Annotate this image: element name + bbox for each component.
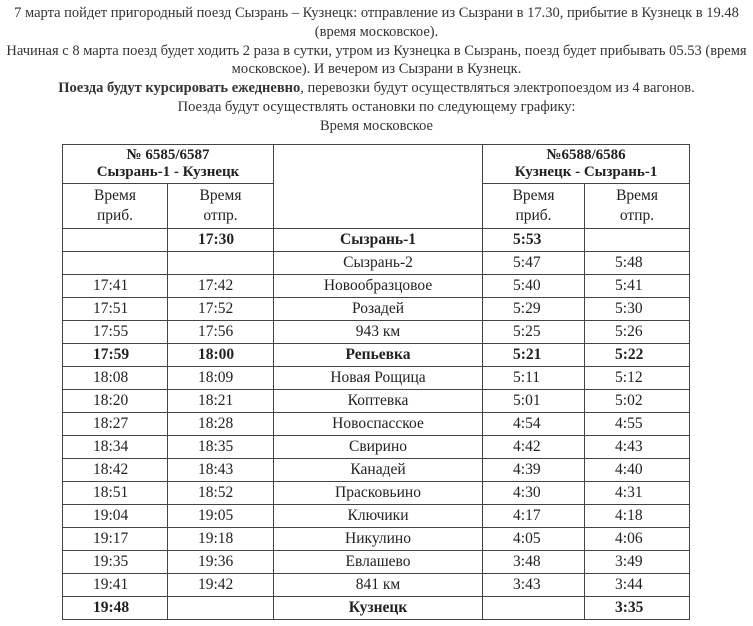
right-arrival-cell: 3:48 <box>483 551 585 574</box>
left-departure-cell: 18:00 <box>168 344 274 367</box>
schedule-row <box>63 528 690 551</box>
station-name-cell: Прасковьино <box>274 482 483 505</box>
train-header-row <box>63 145 690 184</box>
left-arrival-cell: 18:42 <box>63 459 168 482</box>
left-arrival-cell <box>63 229 168 252</box>
schedule-row <box>63 597 690 620</box>
dep-label-line2: отпр. <box>619 207 655 224</box>
right-arrival-cell: 4:30 <box>483 482 585 505</box>
right-arrival-cell: 5:01 <box>483 390 585 413</box>
left-departure-cell: 19:42 <box>168 574 274 597</box>
left-arrival-cell: 19:04 <box>63 505 168 528</box>
right-departure-cell: 5:41 <box>585 275 690 298</box>
right-departure-cell: 5:22 <box>585 344 690 367</box>
right-arrival-cell <box>483 597 585 620</box>
station-name-cell: Новая Рощица <box>274 367 483 390</box>
left-arrival-cell: 19:48 <box>63 597 168 620</box>
left-departure-cell: 18:52 <box>168 482 274 505</box>
right-departure-cell <box>585 229 690 252</box>
right-departure-cell: 4:31 <box>585 482 690 505</box>
arr-label-line2: приб. <box>515 207 552 224</box>
schedule-row <box>63 321 690 344</box>
schedule-row <box>63 390 690 413</box>
schedule-row <box>63 505 690 528</box>
right-arrival-cell: 4:42 <box>483 436 585 459</box>
right-arrival-cell: 5:40 <box>483 275 585 298</box>
station-name-cell: Ключики <box>274 505 483 528</box>
left-arrival-cell <box>63 252 168 275</box>
left-arrival-cell: 17:59 <box>63 344 168 367</box>
right-departure-cell: 4:18 <box>585 505 690 528</box>
right-departure-cell: 4:55 <box>585 413 690 436</box>
right-arrival-cell: 4:39 <box>483 459 585 482</box>
left-train-header <box>63 145 274 184</box>
left-arrival-cell: 17:51 <box>63 298 168 321</box>
left-departure-header <box>168 184 274 229</box>
station-header <box>274 145 483 229</box>
station-name-cell: 943 км <box>274 321 483 344</box>
right-train-header <box>483 145 690 184</box>
dep-label-line2: отпр. <box>203 207 238 224</box>
station-name-cell: Репьевка <box>274 344 483 367</box>
right-train-route: Кузнецк - Сызрань-1 <box>514 164 658 180</box>
station-name-cell: Канадей <box>274 459 483 482</box>
station-name-cell: Новообразцовое <box>274 275 483 298</box>
station-name-cell: Сызрань-1 <box>274 229 483 252</box>
arr-label-line1: Время <box>94 187 136 204</box>
right-arrival-cell: 4:17 <box>483 505 585 528</box>
station-name-cell: 841 км <box>274 574 483 597</box>
schedule-row <box>63 459 690 482</box>
right-departure-cell: 3:44 <box>585 574 690 597</box>
right-arrival-cell: 5:21 <box>483 344 585 367</box>
right-departure-cell: 3:49 <box>585 551 690 574</box>
left-arrival-cell: 19:41 <box>63 574 168 597</box>
right-arrival-cell: 4:05 <box>483 528 585 551</box>
schedule-row <box>63 298 690 321</box>
intro-paragraph-1: 7 марта пойдет пригородный поезд Сызрань – Кузнецк: отправление из Сызрани в 17.30, прибытие в Кузнецк в 19.48 (время московское). <box>14 5 739 40</box>
left-departure-cell: 18:35 <box>168 436 274 459</box>
arr-label-line1: Время <box>512 187 555 204</box>
schedule-row <box>63 413 690 436</box>
right-arrival-header <box>483 184 585 229</box>
left-departure-cell: 18:21 <box>168 390 274 413</box>
left-departure-cell <box>168 597 274 620</box>
right-departure-cell: 5:48 <box>585 252 690 275</box>
left-arrival-cell: 18:20 <box>63 390 168 413</box>
left-train-route: Сызрань-1 - Кузнецк <box>96 164 240 180</box>
station-name-cell: Сызрань-2 <box>274 252 483 275</box>
right-departure-cell: 5:02 <box>585 390 690 413</box>
station-name-cell: Свирино <box>274 436 483 459</box>
left-departure-cell: 17:30 <box>168 229 274 252</box>
right-arrival-cell: 5:47 <box>483 252 585 275</box>
left-departure-cell: 17:56 <box>168 321 274 344</box>
arr-label-line2: приб. <box>96 207 134 224</box>
right-departure-cell: 5:26 <box>585 321 690 344</box>
dep-label-line1: Время <box>616 187 658 204</box>
right-arrival-cell: 5:25 <box>483 321 585 344</box>
intro-paragraph-4: Поезда будут осуществлять остановки по следующему графику: <box>177 98 576 115</box>
station-name-cell: Кузнецк <box>274 597 483 620</box>
right-departure-cell: 4:06 <box>585 528 690 551</box>
left-arrival-cell: 17:55 <box>63 321 168 344</box>
schedule-row <box>63 229 690 252</box>
station-name-cell: Никулино <box>274 528 483 551</box>
left-departure-cell <box>168 252 274 275</box>
right-arrival-cell: 5:29 <box>483 298 585 321</box>
left-departure-cell: 19:36 <box>168 551 274 574</box>
left-train-number: № 6585/6587 <box>126 147 210 163</box>
left-arrival-cell: 18:34 <box>63 436 168 459</box>
right-departure-cell: 5:30 <box>585 298 690 321</box>
left-arrival-cell: 18:27 <box>63 413 168 436</box>
station-name-cell: Новоспасское <box>274 413 483 436</box>
left-departure-cell: 18:09 <box>168 367 274 390</box>
left-arrival-cell: 19:17 <box>63 528 168 551</box>
left-arrival-cell: 17:41 <box>63 275 168 298</box>
right-arrival-cell: 4:54 <box>483 413 585 436</box>
left-departure-cell: 19:18 <box>168 528 274 551</box>
intro-bold-phrase: Поезда будут курсировать ежедневно <box>58 80 301 97</box>
intro-paragraph-2: Начиная с 8 марта поезд будет ходить 2 раза в сутки, утром из Кузнецка в Сызрань, поезд будет прибывать 05.53 (время московское). И вечером из Сызрани в Кузнецк. <box>6 42 747 78</box>
announcement-text <box>0 4 753 136</box>
schedule-row <box>63 482 690 505</box>
right-arrival-cell: 5:53 <box>483 229 585 252</box>
time-zone-note: Время московское <box>320 117 433 134</box>
schedule-row <box>63 551 690 574</box>
schedule-row <box>63 436 690 459</box>
right-departure-header <box>585 184 690 229</box>
schedule-row <box>63 367 690 390</box>
right-departure-cell: 4:40 <box>585 459 690 482</box>
right-train-number: №6588/6586 <box>546 147 626 163</box>
intro-paragraph-3 <box>0 79 753 98</box>
station-name-cell: Розадей <box>274 298 483 321</box>
left-arrival-cell: 19:35 <box>63 551 168 574</box>
schedule-row <box>63 344 690 367</box>
left-departure-cell: 17:52 <box>168 298 274 321</box>
schedule-row <box>63 275 690 298</box>
left-departure-cell: 17:42 <box>168 275 274 298</box>
schedule-table <box>62 144 690 620</box>
left-arrival-cell: 18:51 <box>63 482 168 505</box>
right-arrival-cell: 3:43 <box>483 574 585 597</box>
left-arrival-cell: 18:08 <box>63 367 168 390</box>
intro-paragraph-3-rest: , перевозки будут осуществляться электропоездом из 4 вагонов. <box>300 80 695 97</box>
right-departure-cell: 5:12 <box>585 367 690 390</box>
right-departure-cell: 3:35 <box>585 597 690 620</box>
left-departure-cell: 18:28 <box>168 413 274 436</box>
station-name-cell: Коптевка <box>274 390 483 413</box>
right-departure-cell: 4:43 <box>585 436 690 459</box>
left-departure-cell: 18:43 <box>168 459 274 482</box>
schedule-row <box>63 574 690 597</box>
left-arrival-header <box>63 184 168 229</box>
left-departure-cell: 19:05 <box>168 505 274 528</box>
right-arrival-cell: 5:11 <box>483 367 585 390</box>
dep-label-line1: Время <box>199 187 242 204</box>
schedule-row <box>63 252 690 275</box>
station-name-cell: Евлашево <box>274 551 483 574</box>
